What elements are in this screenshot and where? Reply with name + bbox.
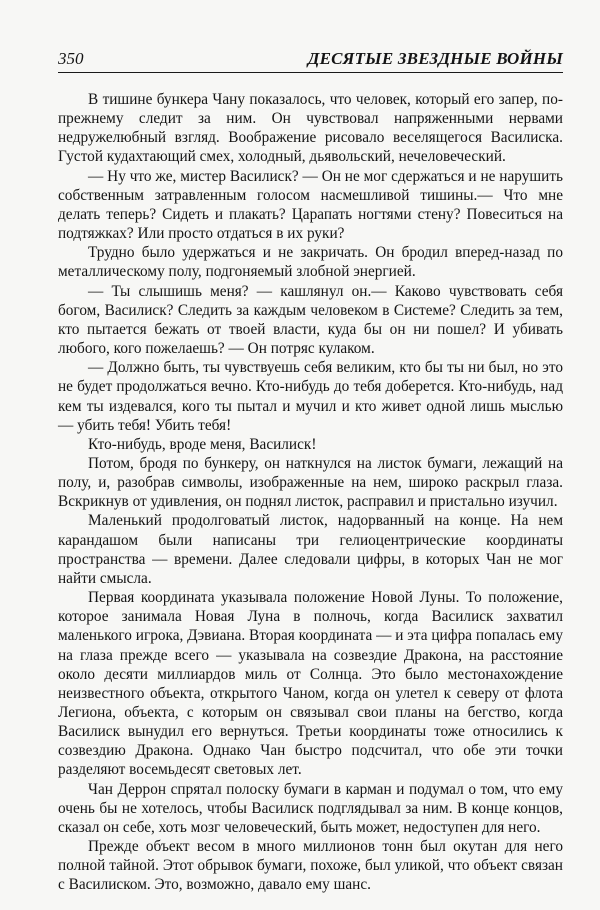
paragraph: — Должно быть, ты чувствуешь себя великим, кто бы ты ни был, но это не будет продолжаться вечно. Кто-нибудь до тебя доберется. Кто-нибудь, над кем ты издевался, кого ты пытал и мучил и кто живет одной лишь мыслью — убить тебя! Убить тебя! xyxy=(58,359,563,434)
paragraph: Кто-нибудь, вроде меня, Василиск! xyxy=(88,435,317,453)
paragraph: Первая координата указывала положение Новой Луны. То положение, которое занимала Новая Луна в полночь, когда Василиск захватил маленького игрока, Дэвиана. Вторая координата — и эта цифра попалась ему на глаза прежде всего — указывала на созвездие Дракона, на расстояние около десяти миллиардов миль от Солнца. Это было местонахождение неизвестного объекта, открытого Чаном, когда он улетел к северу от флота Легиона, объекта, с которым он связывал свои планы на бегство, когда Василиск вынудил его вернуться. Третьи координаты тоже относились к созвездию Дракона. Однако Чан быстро подсчитал, что обе эти точки разделяют восемьдесят световых лет. xyxy=(58,589,563,779)
paragraph: — Ну что же, мистер Василиск? — Он не мог сдержаться и не нарушить собственным затравленным голосом насмешливой тишины.— Что мне делать теперь? Сидеть и плакать? Царапать ногтями стену? Повеситься на подтяжках? Или просто отдаться в их руки? xyxy=(58,167,563,243)
paragraph: Прежде объект весом в много миллионов тонн был окутан для него полной тайной. Этот обрывок бумаги, похоже, был уликой, что объект связан с Василиском. Это, возможно, давало ему шанс. xyxy=(58,838,563,894)
paragraph: Трудно было удержаться и не закричать. Он бродил вперед-назад по металлическому полу, подгоняемый злобной энергией. xyxy=(58,244,563,281)
paragraph: Маленький продолговатый листок, надорванный на конце. На нем карандашом были написаны три гелиоцентрические координаты пространства — времени. Далее следовали цифры, в которых Чан не мог найти смысла. xyxy=(58,512,563,587)
text-body xyxy=(58,90,563,895)
paragraph: Потом, бродя по бункеру, он наткнулся на листок бумаги, лежащий на полу, и, разобрав символы, изображенные на нем, широко раскрыл глаза. Вскрикнув от удивления, он поднял листок, расправил и пристально изучил. xyxy=(58,454,563,511)
page-number: 350 xyxy=(58,49,84,68)
page-header xyxy=(58,42,563,73)
paragraph: Чан Деррон спрятал полоску бумаги в карман и подумал о том, что ему очень бы не хотелось, чтобы Василиск подглядывал за ним. В конце концов, сказал он себе, хоть мозг человеческий, быть может, недоступен для него. xyxy=(58,780,563,836)
paragraph: В тишине бункера Чану показалось, что человек, который его запер, по-прежнему следит за ним. Он чувствовал напряженными нервами недружелюбный взгляд. Воображение рисовало веселящегося Василиска. Густой кудахтающий смех, холодный, дьявольский, нечеловеческий. xyxy=(58,91,563,166)
paragraph: — Ты слышишь меня? — кашлянул он.— Каково чувствовать себя богом, Василиск? Следить за каждым человеком в Системе? Следить за тем, кто пытается бежать от твоей власти, куда бы он ни пошел? И убивать любого, кого пожелаешь? — Он потряс кулаком. xyxy=(58,282,563,358)
running-title: ДЕСЯТЫЕ ЗВЕЗДНЫЕ ВОЙНЫ xyxy=(307,49,563,68)
